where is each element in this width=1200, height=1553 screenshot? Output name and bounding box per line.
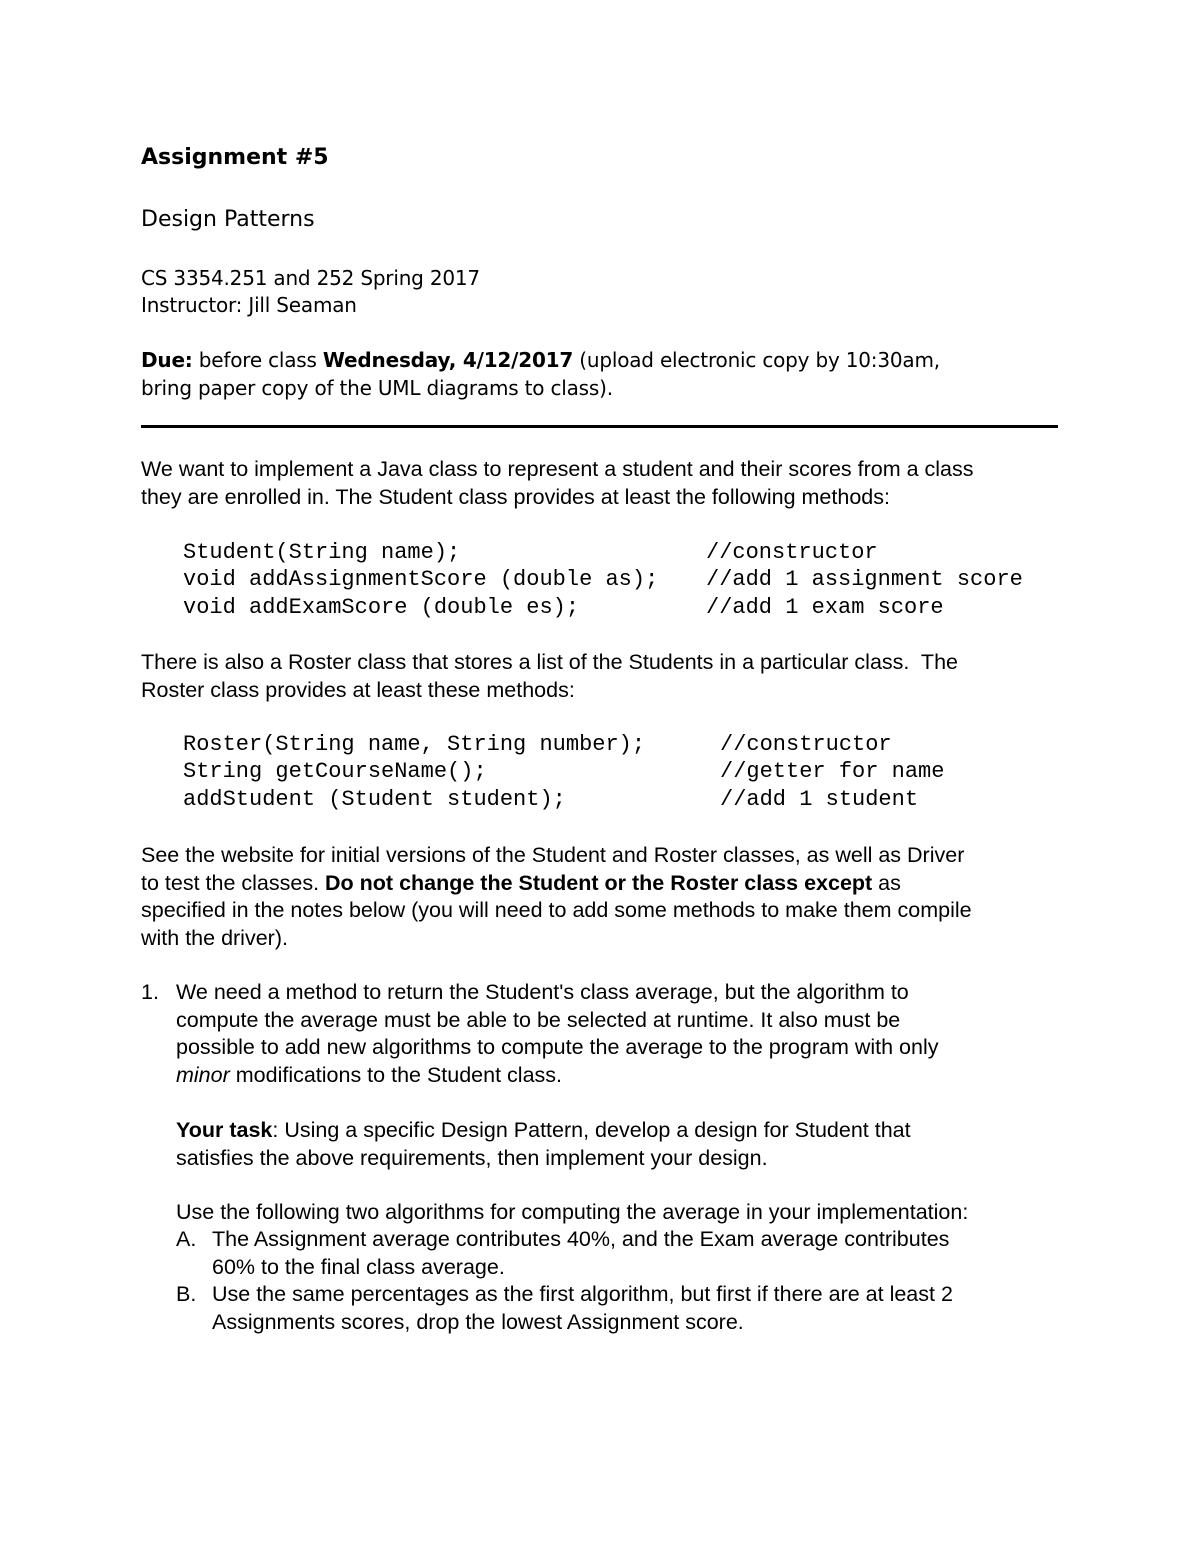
roster-intro-line-1: There is also a Roster class that stores a list of the Students in a particular class. The [141,650,958,674]
alg-b-letter: B. [176,1282,197,1306]
horizontal-divider [141,425,1058,428]
use-algorithms-line: Use the following two algorithms for computing the average in your implementation: [176,1200,969,1224]
code-roster-comment-1: //constructor [720,732,892,757]
website-line-2-pre: to test the classes. [141,871,326,895]
task-line-2: satisfies the above requirements, then implement your design. [176,1146,768,1170]
assignment-title: Assignment #5 [141,145,329,170]
intro-line-2: they are enrolled in. The Student class provides at least the following methods: [141,485,890,509]
due-before: before class [192,348,323,372]
task-rest: : Using a specific Design Pattern, develop a design for Student that [272,1118,911,1142]
item-1-minor: minor [176,1063,230,1087]
code-roster-comment-3: //add 1 student [720,787,919,812]
intro-line-1: We want to implement a Java class to represent a student and their scores from a class [141,457,974,481]
code-roster-comment-2: //getter for name [720,759,945,784]
alg-a-letter: A. [176,1227,197,1251]
website-line-4: with the driver). [141,926,288,950]
due-after: (upload electronic copy by 10:30am, [573,348,940,372]
alg-a-line-1: The Assignment average contributes 40%, and the Exam average contributes [212,1227,950,1251]
item-1-line-4 [176,1063,562,1088]
task-label: Your task [176,1118,273,1142]
alg-b-line-2: Assignments scores, drop the lowest Assignment score. [212,1310,744,1334]
code-student-sig-1: Student(String name); [183,540,461,565]
code-student-comment-3: //add 1 exam score [706,595,944,620]
due-line [141,348,940,372]
roster-intro-line-2: Roster class provides at least these methods: [141,678,575,702]
website-line-2-bold: Do not change the Student or the Roster class except [325,871,873,895]
code-student-sig-2: void addAssignmentScore (double as); [183,567,659,592]
task-line-1 [176,1118,911,1143]
code-student-sig-3: void addExamScore (double es); [183,595,580,620]
item-1-number: 1. [141,980,159,1004]
alg-b-line-1: Use the same percentages as the first algorithm, but first if there are at least 2 [212,1282,953,1306]
item-1-line-2: compute the average must be able to be selected at runtime. It also must be [176,1008,901,1032]
course-line: CS 3354.251 and 252 Spring 2017 [141,266,480,290]
code-student-comment-2: //add 1 assignment score [706,567,1023,592]
due-date: Wednesday, 4/12/2017 [322,348,574,372]
assignment-subtitle: Design Patterns [141,207,315,232]
instructor-line: Instructor: Jill Seaman [141,293,357,317]
alg-a-line-2: 60% to the final class average. [212,1255,505,1279]
item-1-line-4-rest: modifications to the Student class. [229,1063,562,1087]
website-line-3: specified in the notes below (you will need to add some methods to make them compile [141,898,972,922]
item-1-line-1: We need a method to return the Student's class average, but the algorithm to [176,980,909,1004]
website-line-2 [141,871,901,896]
item-1-line-3: possible to add new algorithms to compute the average to the program with only [176,1035,939,1059]
code-roster-sig-2: String getCourseName(); [183,759,487,784]
due-label: Due: [141,348,193,372]
website-line-1: See the website for initial versions of the Student and Roster classes, as well as Driver [141,843,965,867]
code-student-comment-1: //constructor [706,540,878,565]
code-roster-sig-1: Roster(String name, String number); [183,732,646,757]
code-roster-sig-3: addStudent (Student student); [183,787,566,812]
due-line-2: bring paper copy of the UML diagrams to class). [141,376,613,400]
website-line-2-post: as [872,871,901,895]
